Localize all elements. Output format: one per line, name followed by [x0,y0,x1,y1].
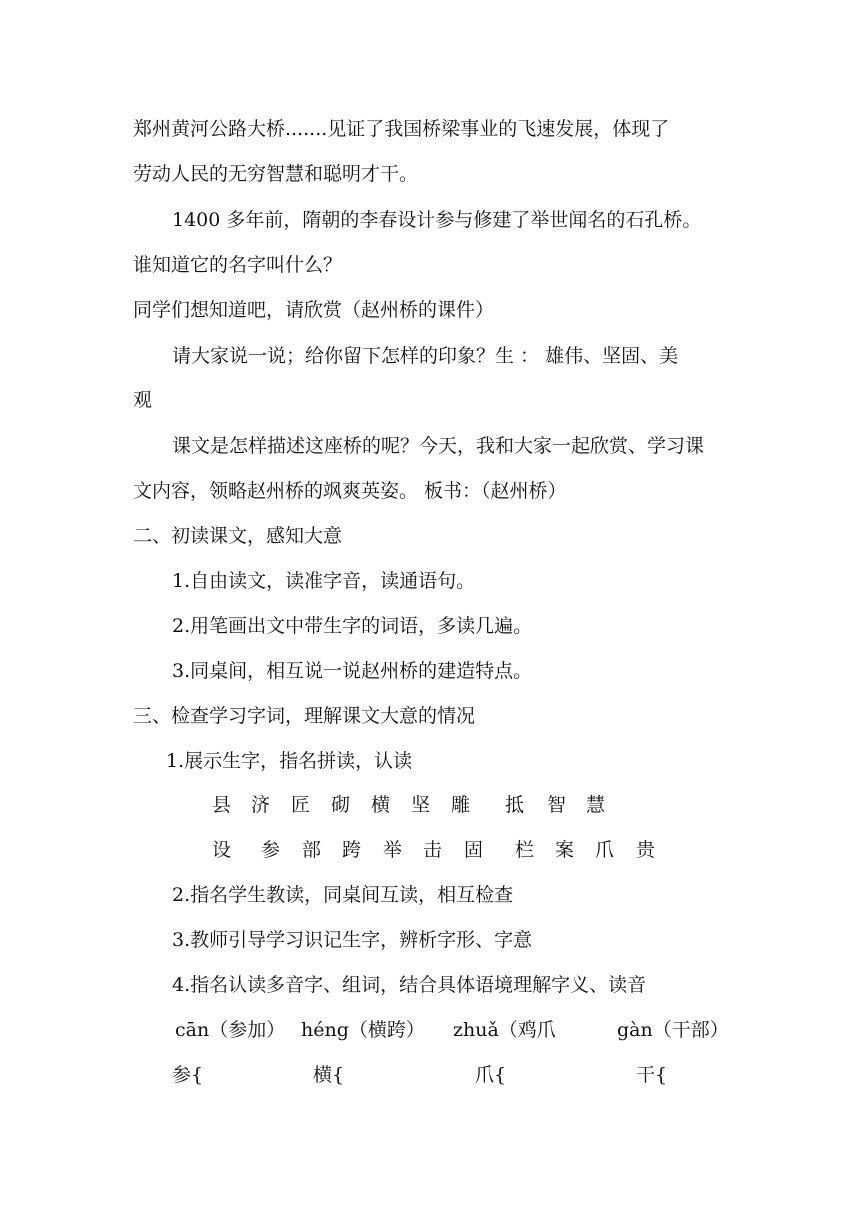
list-item: 3.同桌间，相互说一说赵州桥的建造特点。 [172,660,533,682]
character: 贵 [636,839,656,861]
paragraph-line: 劳动人民的无穷智慧和聪明才干。 [133,163,419,185]
paragraph-line: 谁知道它的名字叫什么？ [133,254,343,276]
pinyin-row [0,1016,860,1044]
pinyin-annotation: héng（横跨） [301,1019,425,1041]
pinyin-annotation: zhuǎ（鸡爪 [453,1019,556,1041]
section-heading: 三、检查学习字词，理解课文大意的情况 [133,705,476,727]
character: 砌 [331,794,351,816]
character: 击 [423,839,443,861]
character: 县 [212,794,232,816]
polyphonic-character: 爪{ [475,1064,507,1086]
character: 慧 [586,794,606,816]
character: 横 [371,794,391,816]
polyphonic-characters-row [0,1061,860,1089]
character: 固 [464,839,484,861]
new-characters-row-1 [0,791,860,819]
list-item: 3.教师引导学习识记生字，辨析字形、字意 [172,929,533,951]
polyphonic-character: 干{ [636,1064,668,1086]
paragraph-line: 课文是怎样描述这座桥的呢？今天，我和大家一起欣赏、学习课 [172,435,705,457]
paragraph-line: 请大家说一说；给你留下怎样的印象？生 ： 雄伟、坚固、美 [172,345,679,367]
character: 部 [302,839,322,861]
new-characters-row-2 [0,836,860,864]
character: 举 [383,839,403,861]
character: 抵 [505,794,525,816]
polyphonic-character: 参{ [172,1064,204,1086]
polyphonic-character: 横{ [313,1064,345,1086]
character: 济 [251,794,271,816]
list-item: 1.展示生字，指名拼读，认读 [166,750,413,772]
character: 智 [547,794,567,816]
list-item: 2.指名学生教读，同桌间互读，相互检查 [172,884,514,906]
character: 参 [261,839,281,861]
paragraph-line: 同学们想知道吧，请欣赏（赵州桥的课件） [133,299,495,321]
pinyin-annotation: cān（参加） [175,1019,286,1041]
paragraph-line: 郑州黄河公路大桥.......见证了我国桥梁事业的飞速发展，体现了 [133,118,670,140]
character: 跨 [342,839,362,861]
character: 坚 [411,794,431,816]
character: 匠 [291,794,311,816]
character: 雕 [451,794,471,816]
pinyin-annotation: gàn（干部） [617,1019,729,1041]
section-heading: 二、初读课文，感知大意 [133,525,343,547]
paragraph-line: 观 [133,389,153,411]
paragraph-line: 1400 多年前，隋朝的李春设计参与修建了举世闻名的石孔桥。 [172,209,702,231]
list-item: 1.自由读文，读准字音，读通语句。 [172,570,476,592]
list-item: 2.用笔画出文中带生字的词语，多读几遍。 [172,615,533,637]
list-item: 4.指名认读多音字、组词，结合具体语境理解字义、读音 [172,974,647,996]
character: 案 [555,839,575,861]
character: 爪 [595,839,615,861]
character: 设 [212,839,232,861]
character: 栏 [515,839,535,861]
paragraph-line: 文内容，领略赵州桥的飒爽英姿。 板书：（赵州桥） [133,480,567,502]
